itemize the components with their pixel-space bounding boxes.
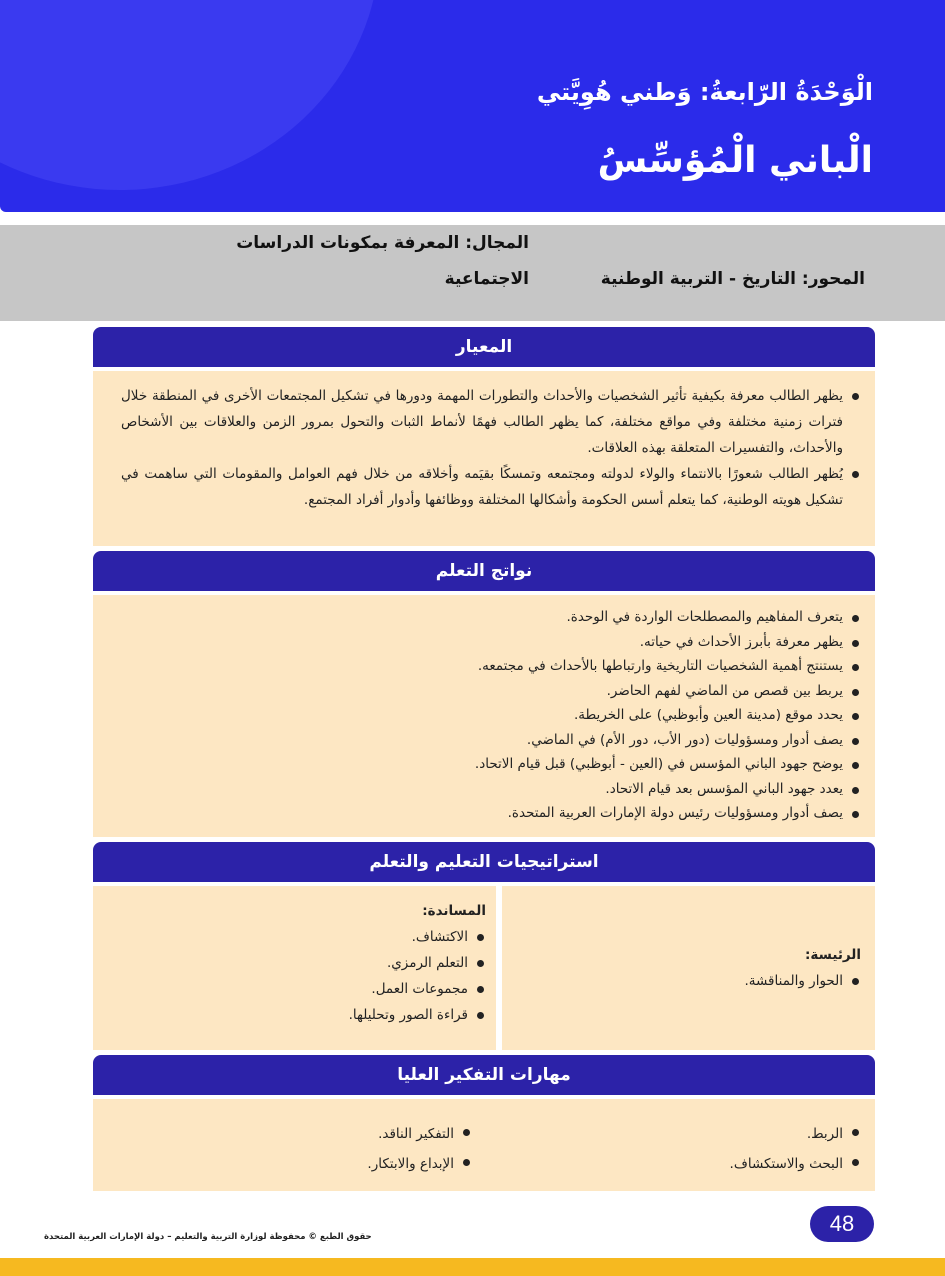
list-item: البحث والاستكشاف. [501, 1149, 861, 1179]
main-strategies-list [516, 968, 861, 994]
strategies-main-column [502, 886, 875, 1050]
domain-line: المجال: المعرفة بمكونات الدراسات [236, 233, 529, 253]
axis-line: المحور: التاريخ - التربية الوطنية [600, 269, 865, 289]
list-item: الحوار والمناقشة. [516, 968, 861, 994]
list-item: يوضح جهود الباني المؤسس في (العين - أبوظبي) قبل قيام الاتحاد. [107, 752, 861, 777]
list-item: التعلم الرمزي. [103, 950, 486, 976]
list-item: يُظهر الطالب شعورًا بالانتماء والولاء لدولته ومجتمعه وتمسكًا بقيَمه وأخلاقه من خلال فهم العوامل والمقومات التي ساهمت في تشكيل هويته الوطنية، كما يتعلم أسس الحكومة وأشكالها المختلفة ووظائفها وأدوار أفراد المجتمع. [121, 461, 861, 513]
bottom-bar [0, 1258, 945, 1276]
list-item: مجموعات العمل. [103, 976, 486, 1002]
support-strategies-title: المساندة: [422, 903, 486, 919]
list-item: التفكير الناقد. [132, 1119, 472, 1149]
support-strategies-list [103, 924, 486, 1028]
lesson-title: الْباني الْمُؤسِّسُ [597, 140, 873, 181]
list-item: يظهر الطالب معرفة بكيفية تأثير الشخصيات والأحداث والتطورات المهمة ودورها في تشكيل المجتمعات الأخرى في المنطقة خلال فترات زمنية مختلفة وفي مواقع مختلفة، كما يظهر الطالب فهمًا لأنماط الثبات والتحول بمرور الزمن والعلاقات بين الأشخاص والأحداث، والتفسيرات المتعلقة بهذه العلاقات. [121, 383, 861, 461]
outcomes-header: نواتج التعلم [93, 551, 875, 591]
outcomes-list [107, 605, 861, 826]
standard-list [121, 383, 861, 513]
standard-body [93, 371, 875, 546]
header-band [0, 0, 945, 212]
strategies-header: استراتيجيات التعليم والتعلم [93, 842, 875, 882]
thinking-header: مهارات التفكير العليا [93, 1055, 875, 1095]
list-item: يتعرف المفاهيم والمصطلحات الواردة في الوحدة. [107, 605, 861, 630]
list-item: يصف أدوار ومسؤوليات رئيس دولة الإمارات العربية المتحدة. [107, 801, 861, 826]
strategies-support-column [93, 886, 496, 1050]
list-item: الربط. [501, 1119, 861, 1149]
copyright-notice: حقوق الطبع © محفوظة لوزارة التربية والتعليم – دولة الإمارات العربية المتحدة [44, 1232, 372, 1242]
page-number: 48 [810, 1206, 874, 1242]
header-decoration [0, 0, 380, 190]
list-item: قراءة الصور وتحليلها. [103, 1002, 486, 1028]
thinking-right-list [501, 1119, 861, 1179]
main-strategies-title: الرئيسة: [805, 947, 861, 963]
list-item: الإبداع والابتكار. [132, 1149, 472, 1179]
outcomes-body [93, 595, 875, 837]
thinking-body [93, 1099, 875, 1191]
axis-line-continuation: الاجتماعية [444, 269, 529, 289]
unit-title: الْوَحْدَةُ الرّابعةُ: وَطني هُوِيَّتي [536, 78, 873, 106]
list-item: يستنتج أهمية الشخصيات التاريخية وارتباطها بالأحداث في مجتمعه. [107, 654, 861, 679]
thinking-left-list [132, 1119, 472, 1179]
meta-band [0, 225, 945, 321]
list-item: يعدد جهود الباني المؤسس بعد قيام الاتحاد. [107, 777, 861, 802]
list-item: يربط بين قصص من الماضي لفهم الحاضر. [107, 679, 861, 704]
standard-header: المعيار [93, 327, 875, 367]
list-item: الاكتشاف. [103, 924, 486, 950]
list-item: يظهر معرفة بأبرز الأحداث في حياته. [107, 630, 861, 655]
list-item: يصف أدوار ومسؤوليات (دور الأب، دور الأم) في الماضي. [107, 728, 861, 753]
list-item: يحدد موقع (مدينة العين وأبوظبي) على الخريطة. [107, 703, 861, 728]
